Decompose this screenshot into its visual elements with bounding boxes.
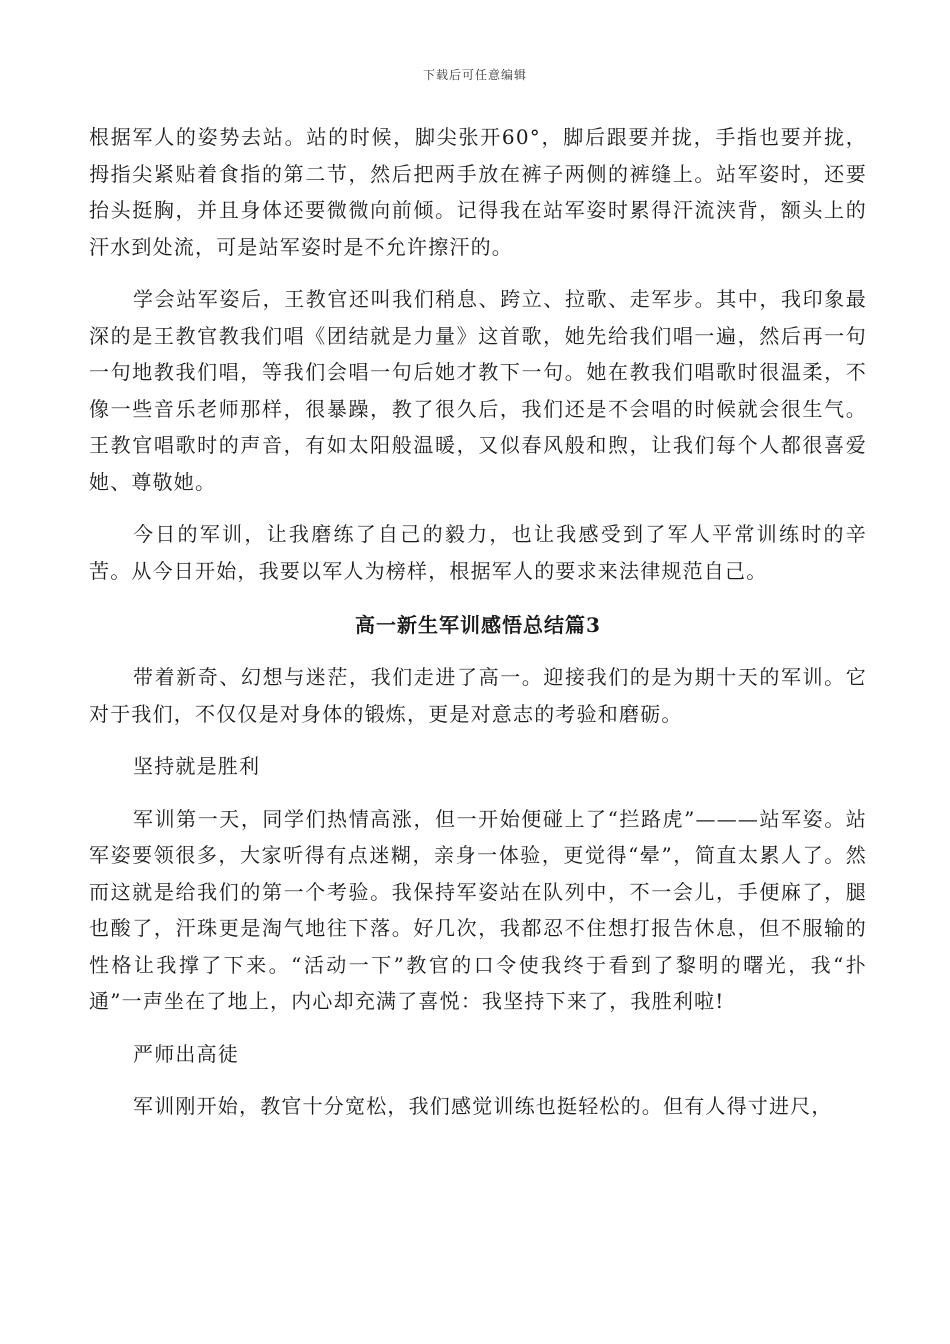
paragraph-1: 根据军人的姿势去站。站的时候，脚尖张开60°，脚后跟要并拢，手指也要并拢，拇指尖紧贴着食指的第二节，然后把两手放在裤子两侧的裤缝上。站军姿时，还要抬头挺胸，并且身体还要微微向前倾。记得我在站军姿时累得汗流浃背，额头上的汗水到处流，可是站军姿时是不允许擦汗的。 (89, 125, 867, 259)
paragraph-2: 学会站军姿后，王教官还叫我们稍息、跨立、拉歌、走军步。其中，我印象最深的是王教官教我们唱《团结就是力量》这首歌，她先给我们唱一遍，然后再一句一句地教我们唱，等我们会唱一句后她才教下一句。她在教我们唱歌时很温柔，不像一些音乐老师那样，很暴躁，教了很久后，我们还是不会唱的时候就会很生气。王教官唱歌时的声音，有如太阳般温暖，又似春风般和煦，让我们每个人都很喜爱她、尊敬她。 (89, 287, 867, 494)
section-title: 高一新生军训感悟总结篇3 (355, 613, 601, 637)
subheading-strict-teacher: 严师出高徒 (133, 1041, 239, 1066)
header-note: 下载后可任意编辑 (422, 68, 527, 82)
paragraph-3: 今日的军训，让我磨练了自己的毅力，也让我感受到了军人平常训练时的辛苦。从今日开始，我要以军人为榜样，根据军人的要求来法律规范自己。 (89, 522, 867, 583)
paragraph-5: 军训第一天，同学们热情高涨，但一开始便碰上了“拦路虎”———站军姿。站军姿要领很多，大家听得有点迷糊，亲身一体验，更觉得“晕”，简直太累人了。然而这就是给我们的第一个考验。我保持军姿站在队列中，不一会儿，手便麻了，腿也酸了，汗珠更是淘气地往下落。好几次，我都忍不住想打报告休息，但不服输的性格让我撑了下来。“活动一下”教官的口令使我终于看到了黎明的曙光，我“扑通”一声坐在了地上，内心却充满了喜悦：我坚持下来了，我胜利啦! (89, 806, 867, 1013)
subheading-persistence: 坚持就是胜利 (133, 754, 261, 778)
paragraph-6: 军训刚开始，教官十分宽松，我们感觉训练也挺轻松的。但有人得寸进尺， (133, 1094, 833, 1118)
paragraph-4: 带着新奇、幻想与迷茫，我们走进了高一。迎接我们的是为期十天的军训。它对于我们，不仅仅是对身体的锻炼，更是对意志的考验和磨砺。 (89, 665, 867, 726)
document-body (89, 119, 867, 1125)
